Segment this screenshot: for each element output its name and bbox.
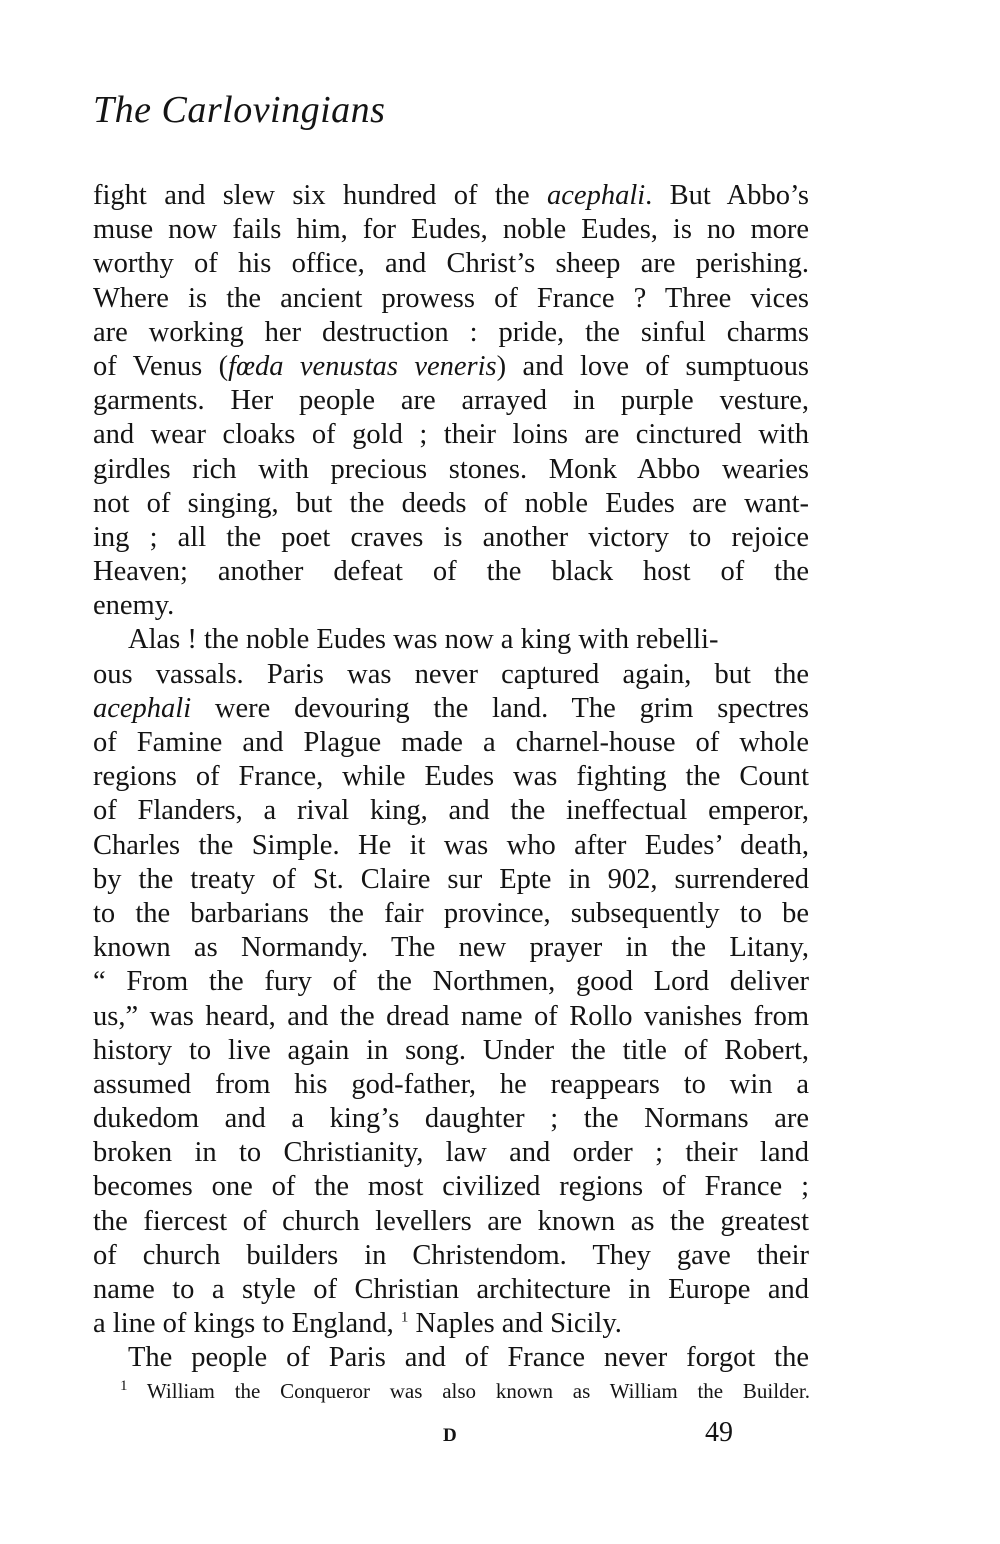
- text-segment: worthy of his office, and Christ’s sheep are perishing.: [93, 248, 809, 280]
- text-segment: Naples and Sicily.: [408, 1308, 622, 1340]
- text-segment: of church builders in Christendom. They gave their: [93, 1239, 809, 1271]
- text-line: [93, 1034, 809, 1068]
- text-segment: are working her destruction : pride, the sinful charms: [93, 316, 809, 348]
- text-line: [93, 418, 809, 452]
- text-segment: history to live again in song. Under the title of Robert,: [93, 1034, 809, 1066]
- text-segment: becomes one of the most civilized regions of France ;: [93, 1171, 809, 1203]
- text-line: [93, 1239, 809, 1273]
- text-line: [93, 897, 809, 931]
- page-number: 49: [705, 1417, 733, 1448]
- running-head: The Carlovingians: [93, 89, 386, 131]
- text-segment: enemy.: [93, 590, 175, 622]
- text-segment: Alas ! the noble Eudes was now a king with rebelli-: [128, 624, 719, 656]
- text-line: [93, 521, 809, 555]
- text-line: [93, 350, 809, 384]
- text-line: [93, 1000, 809, 1034]
- text-line: [93, 1102, 809, 1136]
- text-segment: to the barbarians the fair province, subsequently to be: [93, 897, 809, 929]
- footnote-reference: 1: [400, 1309, 409, 1326]
- text-line: [93, 384, 809, 418]
- text-line: [93, 863, 809, 897]
- text-segment: a line of kings to England,: [93, 1308, 401, 1340]
- text-line: [93, 1170, 809, 1204]
- text-line: [93, 487, 809, 521]
- text-segment: not of singing, but the deeds of noble Eudes are want-: [93, 487, 809, 519]
- text-segment: the fiercest of church levellers are known as the greatest: [93, 1205, 809, 1237]
- text-line: [93, 555, 809, 589]
- text-segment: broken in to Christianity, law and order ; their land: [93, 1137, 809, 1169]
- text-line: [93, 1068, 809, 1102]
- text-line: [93, 1136, 809, 1170]
- text-segment: and wear cloaks of gold ; their loins are cinctured with: [93, 419, 809, 451]
- italic-phrase: acephali: [93, 692, 192, 724]
- text-segment: fight and slew six hundred of the: [93, 180, 548, 211]
- text-segment: of Famine and Plague made a charnel-house of whole: [93, 727, 809, 758]
- text-segment: Where is the ancient prowess of France ? Three vices: [93, 282, 809, 314]
- text-segment: dukedom and a king’s daughter ; the Normans are: [93, 1103, 809, 1135]
- text-segment: ) and love of sumptuous: [496, 350, 809, 382]
- text-line: [93, 179, 809, 213]
- text-segment: “ From the fury of the Northmen, good Lord deliver: [93, 966, 809, 998]
- text-line: [93, 726, 809, 760]
- text-segment: ous vassals. Paris was never captured again, but the: [93, 658, 809, 690]
- text-line: [93, 1273, 809, 1307]
- text-segment: by the treaty of St. Claire sur Epte in 902, surrendered: [93, 863, 809, 895]
- signature-mark: D: [443, 1425, 457, 1446]
- text-segment: Heaven; another defeat of the black host of the: [93, 556, 809, 588]
- text-line: [93, 1307, 809, 1341]
- text-segment: us,” was heard, and the dread name of Rollo vanishes from: [93, 1000, 809, 1032]
- text-line: [93, 760, 809, 794]
- text-segment: known as Normandy. The new prayer in the Litany,: [93, 932, 809, 964]
- text-line: [93, 589, 809, 623]
- text-segment: ing ; all the poet craves is another victory to rejoice: [93, 521, 809, 553]
- text-segment: assumed from his god-father, he reappears to win a: [93, 1068, 809, 1100]
- text-segment: name to a style of Christian architecture in Europe and: [93, 1274, 809, 1305]
- text-segment: regions of France, while Eudes was fighting the Count: [93, 761, 809, 793]
- text-line: [93, 1341, 809, 1375]
- text-segment: muse now fails him, for Eudes, noble Eudes, is no more: [93, 214, 809, 246]
- text-line: [93, 692, 809, 726]
- text-line: [93, 829, 809, 863]
- text-line: [93, 247, 809, 281]
- text-line: [93, 453, 809, 487]
- text-segment: Charles the Simple. He it was who after Eudes’ death,: [93, 829, 809, 861]
- body-text: [93, 179, 809, 1376]
- text-line: [93, 931, 809, 965]
- text-segment: were devouring the land. The grim spectres: [191, 692, 809, 724]
- text-line: [93, 658, 809, 692]
- text-segment: of Venus (: [93, 350, 229, 382]
- text-segment: of Flanders, a rival king, and the ineffectual emperor,: [93, 795, 809, 827]
- text-segment: The people of Paris and of France never forgot the: [128, 1342, 809, 1374]
- text-segment: . But Abbo’s: [645, 180, 809, 211]
- text-line: [93, 623, 809, 657]
- text-line: [93, 282, 809, 316]
- text-line: [93, 316, 809, 350]
- text-line: [93, 965, 809, 999]
- text-line: [93, 213, 809, 247]
- footnote: [120, 1378, 810, 1404]
- italic-phrase: fœda venustas veneris: [228, 350, 497, 382]
- italic-phrase: acephali: [547, 180, 646, 211]
- text-segment: girdles rich with precious stones. Monk Abbo wearies: [93, 453, 809, 485]
- text-line: [93, 794, 809, 828]
- text-line: [93, 1205, 809, 1239]
- footnote-text: William the Conqueror was also known as William the Builder.: [146, 1379, 810, 1403]
- footnote-marker: 1: [120, 1378, 128, 1394]
- text-segment: garments. Her people are arrayed in purple vesture,: [93, 385, 809, 417]
